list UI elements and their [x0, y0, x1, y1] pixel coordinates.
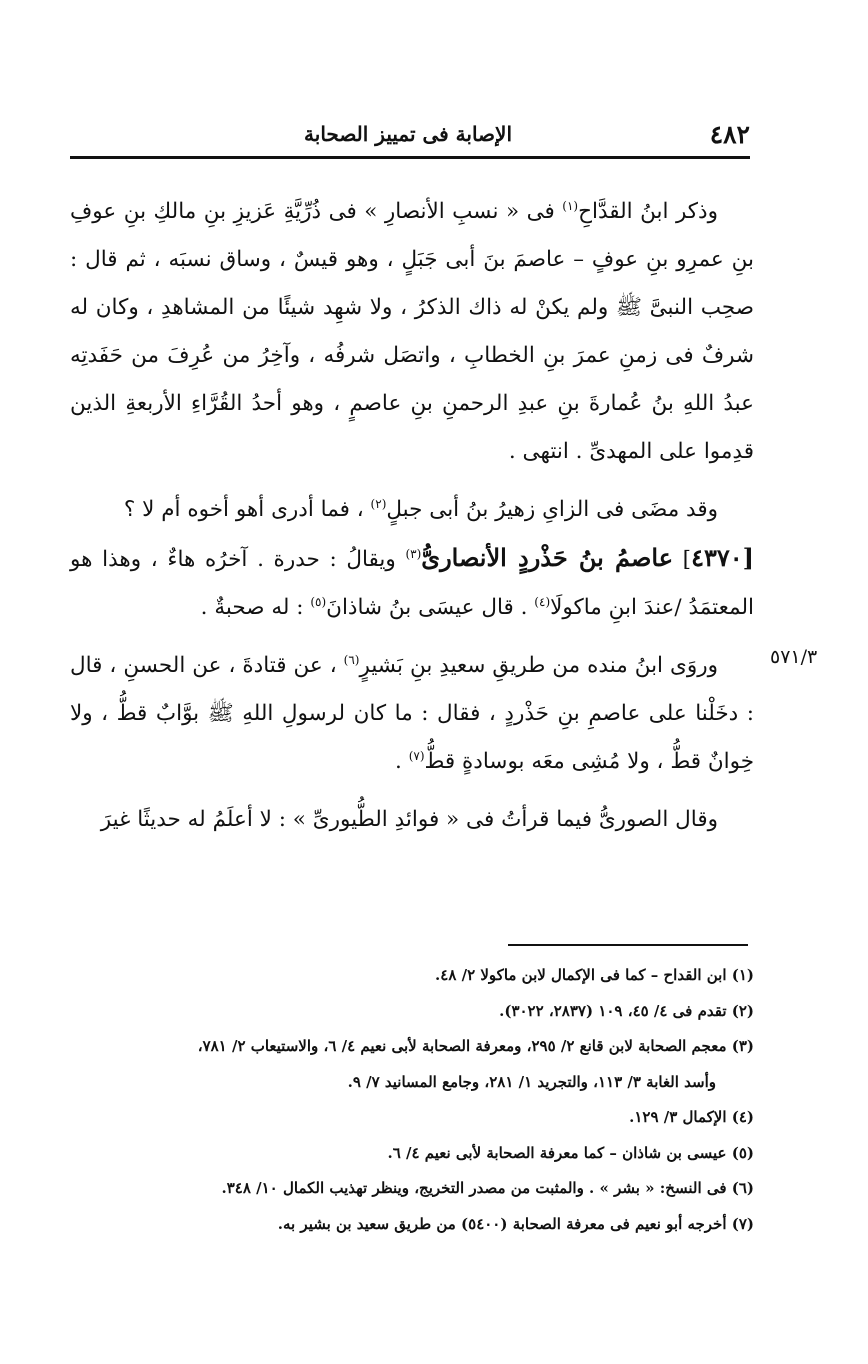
footnotes	[70, 958, 754, 1242]
paragraph-5: وقال الصورىُّ فيما قرأتُ فى « فوائدِ الطُّيورىِّ » : لا أعلَمُ له حديثًا غيرَ	[100, 807, 718, 832]
paragraph-1: وذكر ابنُ القدَّاحِ$^{(١)}$ فى « نسبِ الأنصارِ » فى ذُرِّيَّةِ عَزيزِ بنِ مالكِ بنِ عوفِ بنِ عمرِو بنِ عوفٍ – عاصمَ بنَ أبى جَبَلٍ ، وهو قيسٌ ، وساق نسبَه ، ثم قال : صحِب النبىَّ ﷺ ولم يكنْ له ذاك الذكرُ ، ولا شهِد شيئًا من المشاهدِ ، وكان له شرفٌ فى زمنِ عمرَ بنِ الخطابِ ، واتصَل شرفُه ، وآخِرُ من عُرِفَ من حَفَدتِه عبدُ اللهِ بنُ عُمارةَ بنِ عبدِ الرحمنِ بنِ عاصمٍ ، وهو أحدُ القُرَّاءِ الأربعةِ الذين قدِموا على المهدىِّ . انتهى .	[70, 198, 754, 464]
footnote-ref-4: (٤)	[534, 594, 551, 609]
header-divider	[70, 156, 750, 159]
footnote-3-continued: وأسد الغابة ٣/ ١١٣، والتجريد ١/ ٢٨١، وجامع المسانيد ٧/ ٩.	[347, 1072, 716, 1091]
entry-number: [٤٣٧٠	[691, 543, 754, 572]
paragraph-2: وقد مضَى فى الزاىِ زهيرُ بنُ أبى جبلٍ$^{(٢)}$ ، فما أدرى أهو أخوه أم لا ؟	[123, 496, 718, 522]
footnote-7: (٧) أخرجه أبو نعيم فى معرفة الصحابة (٥٤٠٠) من طريق سعيد بن بشير به.	[277, 1214, 754, 1233]
page-header	[70, 120, 750, 150]
footnote-1: (١) ابن القداح – كما فى الإكمال لابن ماكولا ٢/ ٤٨.	[435, 966, 754, 984]
footnote-ref-2: (٢)	[370, 496, 387, 511]
book-title: الإصابة فى تمييز الصحابة	[304, 122, 512, 146]
page-number: ٤٨٢	[709, 120, 750, 149]
footnote-ref-5: (٥)	[310, 594, 327, 609]
footnote-3: (٣) معجم الصحابة لابن قانع ٢/ ٢٩٥، ومعرفة الصحابة لأبى نعيم ٤/ ٦، والاستيعاب ٢/ ٧٨١،	[197, 1037, 754, 1055]
footnote-5: (٥) عيسى بن شاذان – كما معرفة الصحابة لأبى نعيم ٤/ ٦.	[387, 1143, 754, 1162]
footnote-ref-1: (١)	[562, 198, 579, 213]
entry-name: عاصمُ بنُ حَذْردٍ الأنصارىُّ	[421, 543, 674, 572]
main-text	[70, 188, 754, 844]
footnote-2: (٢) تقدم فى ٤/ ٤٥، ١٠٩ (٢٨٣٧، ٣٠٢٢).	[499, 1001, 754, 1020]
paragraph-4: وروَى ابنُ منده من طريقِ سعيدِ بنِ بَشيرٍ$^{(٦)}$ ، عن قتادةَ ، عن الحسنِ ، قال : دخَلْنا على عاصمِ بنِ حَذْردٍ ، فقال : ما كان لرسولِ اللهِ ﷺ بوَّابٌ قطُّ ، ولا خِوانٌ قطُّ ، ولا مُشِى معَه بوسادةٍ قطُّ$^{(٧)}$ .	[70, 652, 754, 774]
footnote-divider	[508, 944, 748, 946]
footnote-6: (٦) فى النسخ: « بشر » . والمثبت من مصدر التخريج، وينظر تهذيب الكمال ١٠/ ٣٤٨.	[221, 1179, 754, 1197]
footnote-4: (٤) الإكمال ٣/ ١٢٩.	[629, 1108, 754, 1126]
footnote-ref-3: (٣)	[405, 546, 422, 561]
footnote-ref-6: (٦)	[343, 652, 360, 667]
margin-page-reference: ٥٧١/٣	[770, 646, 818, 668]
entry-paragraph: [٤٣٧٠] عاصمُ بنُ حَذْردٍ الأنصارىُّ$^{(٣)}$ ويقالُ : حدرة . آخرُه هاءٌ ، وهذا هو المعتمَدُ /عندَ ابنِ ماكولَا$^{(٤)}$ . قال عيسَى بنُ شاذانَ$^{(٥)}$ : له صحبةٌ .	[70, 543, 754, 620]
footnote-ref-7: (٧)	[408, 748, 425, 763]
